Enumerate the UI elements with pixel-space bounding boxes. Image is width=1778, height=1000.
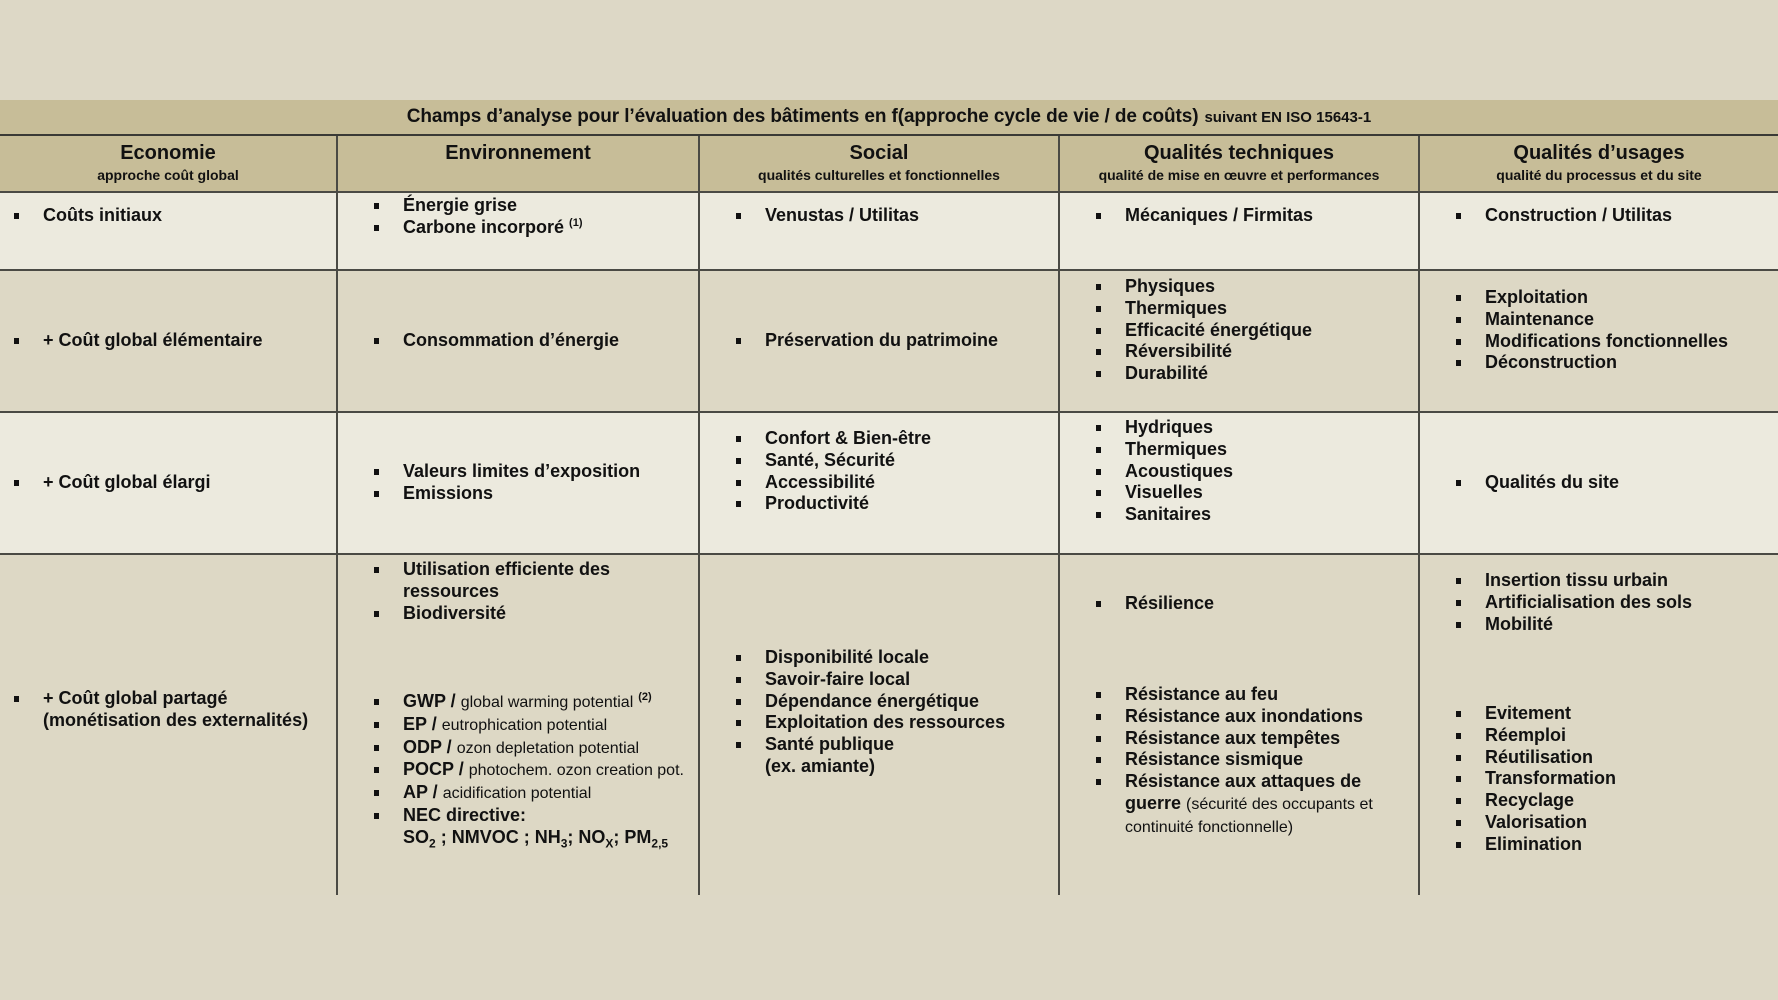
list-item: Mobilité (1456, 614, 1778, 636)
column-header-social (700, 136, 1060, 193)
list-item (14, 688, 336, 732)
indicator-abbr: ODP / (403, 736, 452, 757)
cell-r2-usages (1420, 271, 1778, 413)
indicator-desc: eutrophication potential (441, 716, 608, 734)
list-item: Résistance au feu (1096, 684, 1418, 706)
table-title: Champs d’analyse pour l’évaluation des bâtiments en f(approche cycle de vie / de coûts) (406, 106, 1199, 127)
cell-r2-techniques (1060, 271, 1420, 413)
column-title: Qualités d’usages (1513, 142, 1685, 164)
list-item: Confort & Bien-être (736, 428, 1058, 450)
list-item: Emissions (374, 483, 698, 505)
list-item: Thermiques (1096, 439, 1418, 461)
list-item: Exploitation (1456, 287, 1778, 309)
list-item: Construction / Utilitas (1456, 205, 1778, 227)
list-item-text: Résistance aux attaques de guerre (1125, 771, 1362, 813)
list-item: Acoustiques (1096, 461, 1418, 483)
cell-r4-social (700, 555, 1060, 895)
column-title: Qualités techniques (1143, 142, 1335, 164)
list-item: Disponibilité locale (736, 647, 1058, 669)
list-item: Visuelles (1096, 482, 1418, 504)
indicator-abbr: EP / (403, 713, 437, 734)
list-item: Coûts initiaux (14, 205, 336, 227)
list-item-text: Santé publique (765, 734, 895, 755)
cell-r4-environnement (338, 555, 700, 895)
list-item: Physiques (1096, 276, 1418, 298)
indicator-desc: ozon depletation potential (456, 739, 640, 757)
list-item: Transformation (1456, 768, 1778, 790)
footnote-ref: (1) (569, 216, 583, 229)
list-item: Valorisation (1456, 812, 1778, 834)
list-item-text: + Coût global partagé (43, 688, 228, 708)
list-item: Insertion tissu urbain (1456, 570, 1778, 592)
column-subtitle: approche coût global (97, 167, 239, 183)
column-subtitle: qualité du processus et du site (1496, 167, 1702, 183)
list-item: Productivité (736, 493, 1058, 515)
indicator-abbr: POCP / (403, 759, 464, 780)
pollutant: ; NO (567, 826, 606, 847)
cell-r4-techniques (1060, 555, 1420, 895)
cell-r1-techniques (1060, 193, 1420, 271)
list-item: Réversibilité (1096, 341, 1418, 363)
nec-pollutants (403, 826, 669, 851)
cell-r2-environnement (338, 271, 700, 413)
table-title-standard: suivant EN ISO 15643-1 (1204, 108, 1372, 126)
cell-r3-environnement (338, 413, 700, 555)
list-item (374, 759, 698, 782)
list-item: Réemploi (1456, 725, 1778, 747)
list-item: Qualités du site (1456, 472, 1778, 494)
column-title: Environnement (445, 142, 591, 164)
list-item: Savoir-faire local (736, 669, 1058, 691)
list-item-text: Carbone incorporé (403, 216, 565, 237)
list-item: Biodiversité (374, 603, 698, 625)
cell-r3-social (700, 413, 1060, 555)
list-item-note: (sécurité des occupants et continuité fonctionnelle) (1125, 795, 1373, 836)
list-item: Hydriques (1096, 417, 1418, 439)
list-item: Accessibilité (736, 472, 1058, 494)
list-item: Déconstruction (1456, 352, 1778, 374)
list-item: Préservation du patrimoine (736, 330, 1058, 352)
indicator-abbr: AP / (403, 782, 438, 803)
list-item (374, 217, 698, 239)
cell-r1-social (700, 193, 1060, 271)
cell-r2-social (700, 271, 1060, 413)
subscript: 2 (429, 836, 436, 851)
list-item (374, 805, 698, 849)
column-header-techniques (1060, 136, 1420, 193)
list-item: Thermiques (1096, 298, 1418, 320)
column-header-usages (1420, 136, 1778, 193)
column-subtitle: qualités culturelles et fonctionnelles (758, 167, 1000, 183)
cell-r4-economie (0, 555, 338, 895)
list-item (374, 691, 698, 714)
list-item: Durabilité (1096, 363, 1418, 385)
indicator-desc: acidification potential (442, 785, 592, 803)
list-item: Exploitation des ressources (736, 712, 1058, 734)
list-item: Venustas / Utilitas (736, 205, 1058, 227)
column-title: Social (849, 142, 909, 164)
nec-label: NEC directive: (403, 804, 527, 825)
indicator-desc: global warming potential (460, 694, 634, 711)
list-item: Elimination (1456, 834, 1778, 856)
footnote-ref: (2) (638, 691, 652, 703)
table-title-bar (0, 100, 1778, 136)
list-item (374, 714, 698, 737)
list-item: Valeurs limites d’exposition (374, 461, 698, 483)
subscript: 2,5 (651, 836, 669, 851)
indicator-abbr: GWP / (403, 691, 456, 711)
list-item: Utilisation efficiente des ressources (374, 559, 698, 603)
cell-r3-usages (1420, 413, 1778, 555)
list-item: Énergie grise (374, 195, 698, 217)
list-item (736, 734, 1058, 778)
cell-r1-economie (0, 193, 338, 271)
column-header-environnement (338, 136, 700, 193)
list-item: Mécaniques / Firmitas (1096, 205, 1418, 227)
list-item: Résistance aux inondations (1096, 706, 1418, 728)
column-title: Economie (120, 142, 216, 164)
list-item: Dépendance énergétique (736, 691, 1058, 713)
analysis-table (0, 136, 1778, 895)
pollutant: SO (403, 826, 430, 847)
pollutant: ; PM (613, 826, 652, 847)
indicator-desc: photochem. ozon creation pot. (468, 762, 684, 780)
list-item: Artificialisation des sols (1456, 592, 1778, 614)
cell-r4-usages (1420, 555, 1778, 895)
cell-r1-usages (1420, 193, 1778, 271)
list-item (374, 737, 698, 760)
column-header-economie (0, 136, 338, 193)
subscript: X (605, 836, 614, 851)
list-item: Réutilisation (1456, 747, 1778, 769)
list-item: Résistance aux tempêtes (1096, 728, 1418, 750)
cell-r1-environnement (338, 193, 700, 271)
cell-r3-techniques (1060, 413, 1420, 555)
list-item: Sanitaires (1096, 504, 1418, 526)
list-item-text: (monétisation des externalités) (43, 709, 309, 730)
subscript: 3 (560, 836, 568, 851)
impact-indicators-list (338, 691, 698, 849)
list-item: Santé, Sécurité (736, 450, 1058, 472)
list-item: Résilience (1096, 593, 1418, 615)
list-item: + Coût global élargi (14, 472, 336, 494)
list-item (374, 782, 698, 805)
cell-r2-economie (0, 271, 338, 413)
list-item: Recyclage (1456, 790, 1778, 812)
list-item: Consommation d’énergie (374, 330, 698, 352)
list-item: Résistance sismique (1096, 749, 1418, 771)
list-item: + Coût global élémentaire (14, 330, 336, 352)
list-item: Evitement (1456, 703, 1778, 725)
column-subtitle: qualité de mise en œuvre et performances (1098, 167, 1380, 183)
list-item: Modifications fonctionnelles (1456, 331, 1778, 353)
cell-r3-economie (0, 413, 338, 555)
list-item (1096, 771, 1418, 838)
pollutant: ; NMVOC ; NH (435, 826, 561, 847)
list-item-text: (ex. amiante) (765, 755, 876, 776)
list-item: Maintenance (1456, 309, 1778, 331)
list-item: Efficacité énergétique (1096, 320, 1418, 342)
